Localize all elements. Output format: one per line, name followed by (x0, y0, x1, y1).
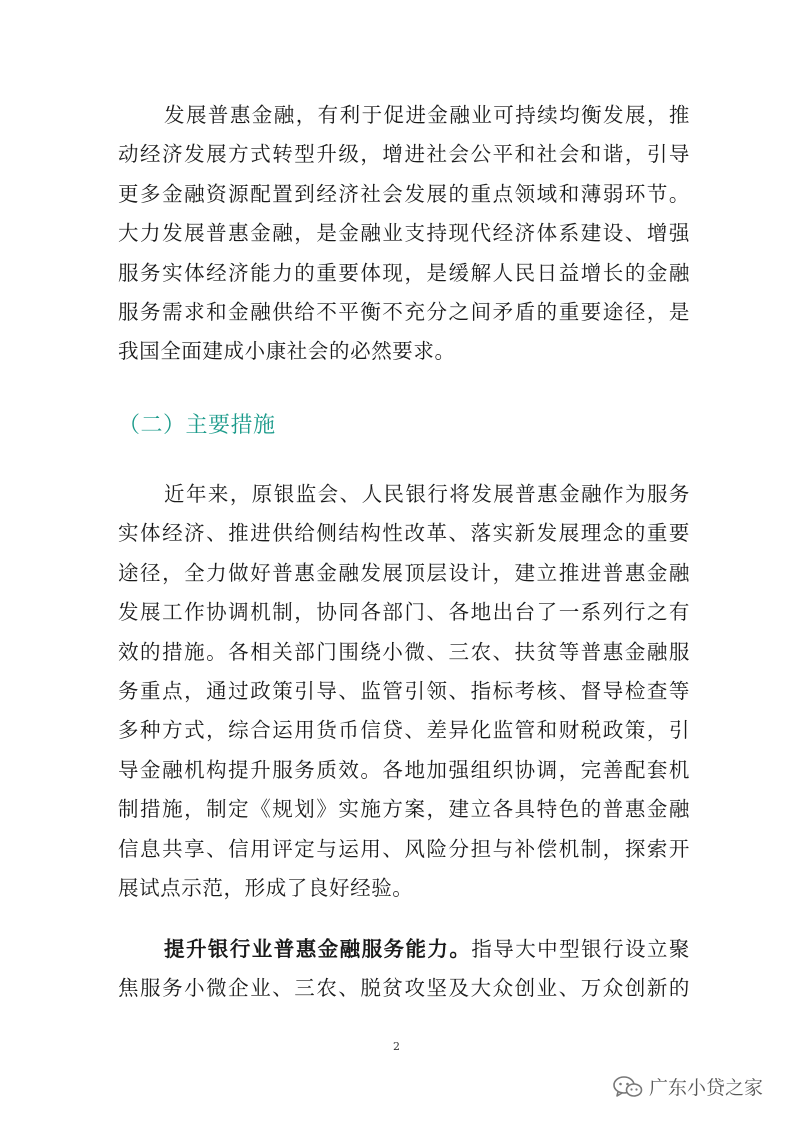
paragraph-development-benefits (118, 96, 690, 372)
paragraph-line: 制措施，制定《规划》实施方案，建立各具特色的普惠金融 (118, 797, 690, 822)
paragraph-line: 途径，全力做好普惠金融发展顶层设计，建立推进普惠金融 (118, 560, 690, 585)
paragraph-line: 展试点示范，形成了良好经验。 (118, 875, 414, 900)
paragraph-line: 我国全面建成小康社会的必然要求。 (118, 339, 456, 364)
paragraph-line: 实体经济、推进供给侧结构性改革、落实新发展理念的重要 (118, 521, 690, 546)
bold-lead-phrase: 提升银行业普惠金融服务能力。 (164, 937, 472, 961)
paragraph-line: 服务实体经济能力的重要体现，是缓解人民日益增长的金融 (118, 260, 690, 285)
paragraph-line: 效的措施。各相关部门围绕小微、三农、扶贫等普惠金融服 (118, 639, 690, 664)
paragraph-line: 发展工作协调机制，协同各部门、各地出台了一系列行之有 (118, 600, 690, 625)
paragraph-line: 服务需求和金融供给不平衡不充分之间矛盾的重要途径，是 (118, 299, 690, 324)
section-heading: （二）主要措施 (118, 413, 276, 438)
paragraph-line: 近年来，原银监会、人民银行将发展普惠金融作为服务 (164, 482, 690, 506)
watermark (613, 1073, 763, 1100)
paragraph-line: 信息共享、信用评定与运用、风险分担与补偿机制，探索开 (118, 836, 690, 861)
paragraph-line-rest: 指导大中型银行设立聚 (471, 937, 690, 961)
paragraph-line: 务重点，通过政策引导、监管引领、指标考核、督导检查等 (118, 678, 690, 703)
paragraph-line: 多种方式，综合运用货币信贷、差异化监管和财税政策，引 (118, 718, 690, 743)
paragraph-line: 更多金融资源配置到经济社会发展的重点领域和薄弱环节。 (118, 181, 690, 206)
watermark-text: 广东小贷之家 (648, 1077, 763, 1099)
page-number: 2 (393, 1040, 400, 1053)
paragraph-line (118, 930, 690, 969)
paragraph-main-measures (118, 475, 690, 908)
paragraph-line: 导金融机构提升服务质效。各地加强组织协调，完善配套机 (118, 757, 690, 782)
paragraph-line: 焦服务小微企业、三农、脱贫攻坚及大众创业、万众创新的 (118, 976, 690, 1001)
paragraph-line: 大力发展普惠金融，是金融业支持现代经济体系建设、增强 (118, 221, 690, 246)
paragraph-line: 发展普惠金融，有利于促进金融业可持续均衡发展，推 (164, 103, 690, 127)
wechat-icon (613, 1075, 643, 1099)
paragraph-line: 动经济发展方式转型升级，增进社会公平和社会和谐，引导 (118, 142, 690, 167)
paragraph-banking-capacity (118, 930, 690, 1009)
